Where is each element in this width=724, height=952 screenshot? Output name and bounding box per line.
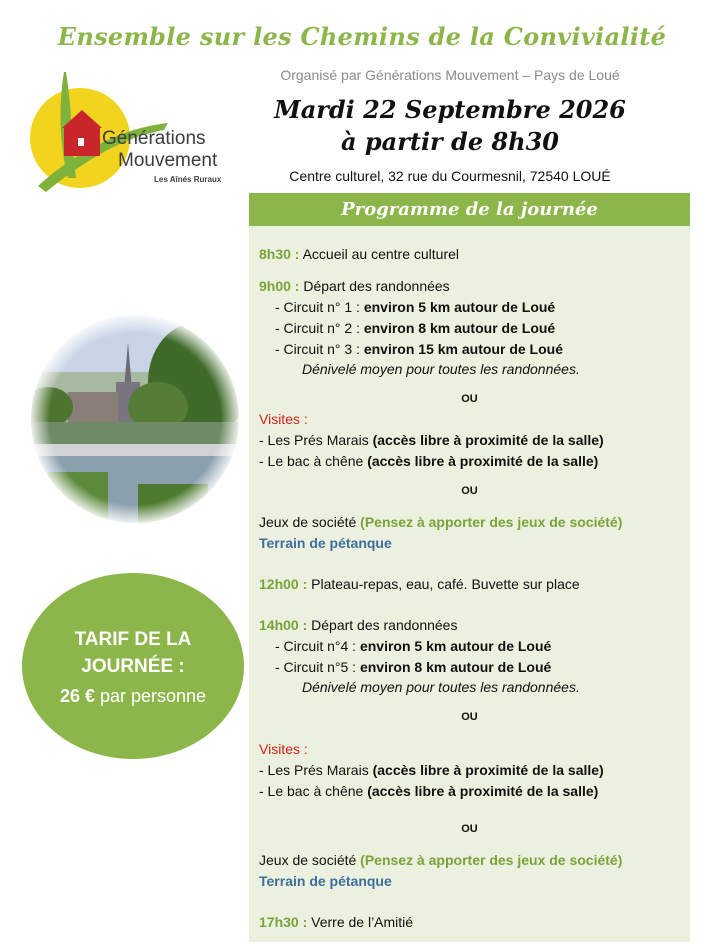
- jeux-text: Jeux de société: [259, 852, 361, 868]
- circuit-detail: environ 5 km autour de Loué: [363, 299, 556, 315]
- visite-note: (accès libre à proximité de la salle): [367, 783, 599, 799]
- visite-pres-marais: [259, 431, 604, 449]
- visite-note: (accès libre à proximité de la salle): [367, 453, 599, 469]
- denivele-note: Dénivelé moyen pour toutes les randonnées.: [302, 361, 580, 377]
- circuit-1: [275, 298, 555, 316]
- jeux-line: [259, 513, 622, 531]
- visite-name: - Les Prés Marais: [259, 432, 373, 448]
- village-photo: [28, 312, 242, 526]
- time-label: 8h30 :: [259, 246, 300, 262]
- schedule-830: [259, 245, 459, 263]
- denivele-note: Dénivelé moyen pour toutes les randonnées.: [302, 679, 580, 695]
- event-headline: Ensemble sur les Chemins de la Convivialité: [57, 22, 667, 51]
- visite-name: - Les Prés Marais: [259, 762, 373, 778]
- tarif-price-line: [60, 686, 206, 707]
- event-address: Centre culturel, 32 rue du Courmesnil, 72540 LOUÉ: [289, 168, 611, 184]
- logo-tagline: Les Aînés Ruraux: [154, 175, 222, 184]
- time-label: 17h30 :: [259, 914, 308, 930]
- ou-separator: OU: [461, 393, 478, 405]
- circuit-3: [275, 340, 563, 358]
- visite-note: (accès libre à proximité de la salle): [372, 762, 604, 778]
- circuit-4: [275, 637, 551, 655]
- event-date-block: [250, 94, 650, 158]
- circuit-label: - Circuit n° 2 :: [275, 320, 364, 336]
- tarif-title: TARIF DE LA JOURNÉE :: [74, 628, 192, 677]
- circuit-2: [275, 319, 555, 337]
- visite-bac-a-chene: [259, 782, 598, 800]
- activity-text: Plateau-repas, eau, café. Buvette sur place: [307, 576, 580, 592]
- event-start-time: à partir de 8h30: [340, 127, 560, 156]
- tarif-price: 26 €: [59, 685, 95, 706]
- visite-pres-marais: [259, 761, 604, 779]
- circuit-label: - Circuit n° 1 :: [275, 299, 364, 315]
- logo-text-mouvement: Mouvement: [118, 150, 218, 171]
- visites-heading: Visites :: [259, 411, 308, 427]
- petanque-line: Terrain de pétanque: [259, 873, 392, 889]
- circuit-detail: environ 8 km autour de Loué: [359, 659, 552, 675]
- jeux-line: [259, 851, 622, 869]
- schedule-900: [259, 277, 450, 295]
- visite-name: - Le bac à chêne: [259, 453, 368, 469]
- event-date: Mardi 22 Septembre 2026: [274, 95, 626, 124]
- petanque-line: Terrain de pétanque: [259, 535, 392, 551]
- time-label: 14h00 :: [259, 617, 308, 633]
- circuit-5: [275, 658, 551, 676]
- jeux-note: (Pensez à apporter des jeux de société): [360, 852, 623, 868]
- activity-text: Verre de l’Amitié: [307, 914, 414, 930]
- visite-note: (accès libre à proximité de la salle): [372, 432, 604, 448]
- tarif-badge: [22, 573, 244, 759]
- activity-text: Accueil au centre culturel: [299, 246, 459, 262]
- time-label: 9h00 :: [259, 278, 300, 294]
- schedule-1730: [259, 913, 413, 931]
- circuit-detail: environ 8 km autour de Loué: [363, 320, 556, 336]
- visites-heading: Visites :: [259, 741, 308, 757]
- schedule-1200: [259, 575, 580, 593]
- ou-separator: OU: [461, 823, 478, 835]
- visite-bac-a-chene: [259, 452, 598, 470]
- activity-text: Départ des randonnées: [307, 617, 458, 633]
- programme-title: Programme de la journée: [249, 193, 690, 226]
- visite-name: - Le bac à chêne: [259, 783, 368, 799]
- circuit-label: - Circuit n°4 :: [275, 638, 360, 654]
- circuit-detail: environ 15 km autour de Loué: [363, 341, 563, 357]
- circuit-label: - Circuit n° 3 :: [275, 341, 364, 357]
- circuit-detail: environ 5 km autour de Loué: [359, 638, 552, 654]
- activity-text: Départ des randonnées: [299, 278, 450, 294]
- logo-text-generations: Générations: [102, 128, 206, 149]
- jeux-text: Jeux de société: [259, 514, 361, 530]
- ou-separator: OU: [461, 711, 478, 723]
- circuit-label: - Circuit n°5 :: [275, 659, 360, 675]
- organizer-line: Organisé par Générations Mouvement – Pays de Loué: [280, 67, 620, 83]
- schedule-1400: [259, 616, 457, 634]
- time-label: 12h00 :: [259, 576, 308, 592]
- ou-separator: OU: [461, 485, 478, 497]
- jeux-note: (Pensez à apporter des jeux de société): [360, 514, 623, 530]
- tarif-per: par personne: [94, 685, 207, 706]
